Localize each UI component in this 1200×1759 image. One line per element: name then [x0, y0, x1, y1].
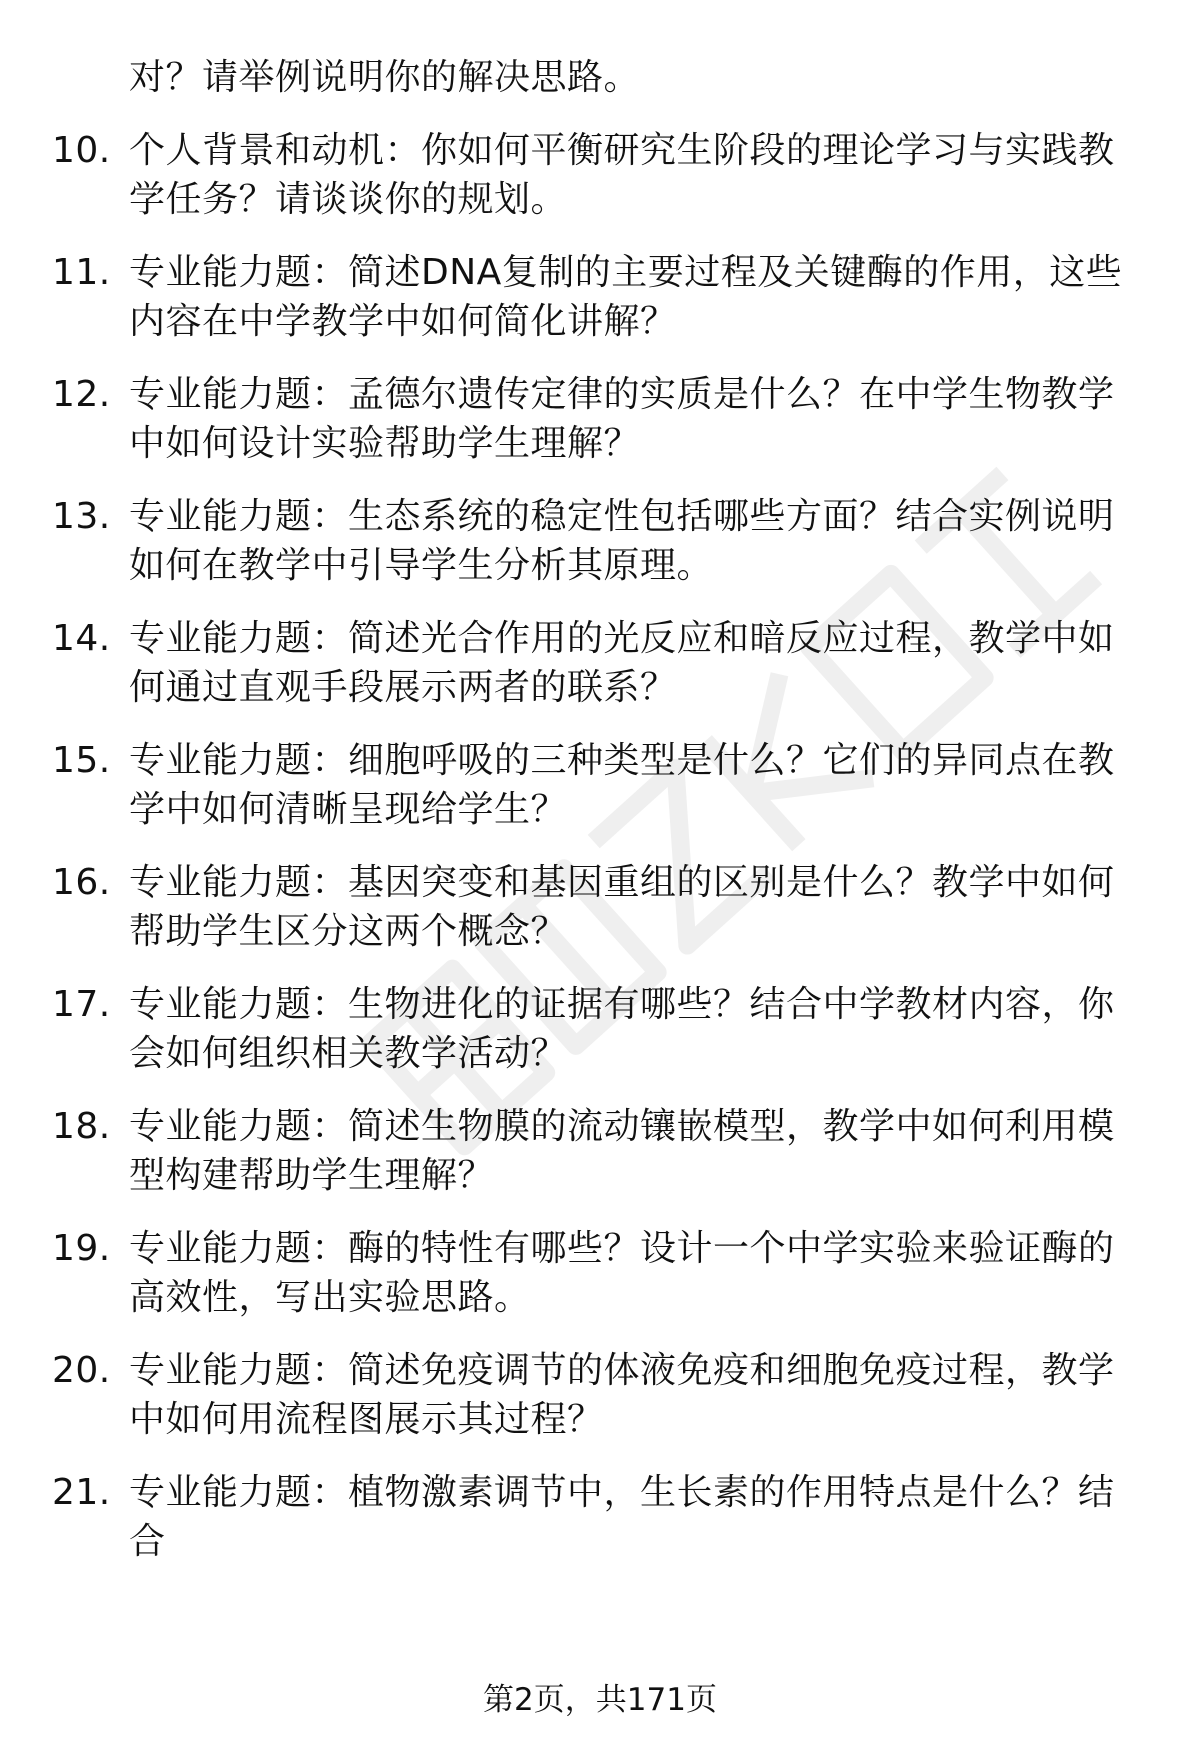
question-number: 21.	[52, 1472, 111, 1513]
question-text: 专业能力题：简述光合作用的光反应和暗反应过程，教学中如何通过直观手段展示两者的联系？	[129, 618, 1115, 708]
question-number: 11.	[52, 252, 111, 293]
question-text: 专业能力题：细胞呼吸的三种类型是什么？它们的异同点在教学中如何清晰呈现给学生？	[129, 740, 1115, 830]
question-text: 专业能力题：植物激素调节中，生长素的作用特点是什么？结合	[129, 1472, 1115, 1562]
question-number: 12.	[52, 374, 111, 415]
question-number: 20.	[52, 1350, 111, 1391]
question-number: 13.	[52, 496, 111, 537]
question-text: 专业能力题：简述免疫调节的体液免疫和细胞免疫过程，教学中如何用流程图展示其过程？	[129, 1350, 1115, 1440]
question-text: 专业能力题：简述生物膜的流动镶嵌模型，教学中如何利用模型构建帮助学生理解？	[129, 1106, 1115, 1196]
question-number: 10.	[52, 130, 111, 171]
question-text: 专业能力题：基因突变和基因重组的区别是什么？教学中如何帮助学生区分这两个概念？	[129, 862, 1115, 952]
question-number: 18.	[52, 1106, 111, 1147]
question-text: 专业能力题：酶的特性有哪些？设计一个中学实验来验证酶的高效性，写出实验思路。	[129, 1228, 1115, 1318]
question-number: 17.	[52, 984, 111, 1025]
question-number: 15.	[52, 740, 111, 781]
question-number: 19.	[52, 1228, 111, 1269]
question-text: 专业能力题：生态系统的稳定性包括哪些方面？结合实例说明如何在教学中引导学生分析其原理。	[129, 496, 1115, 586]
page-footer: 第2页，共171页	[483, 1682, 717, 1718]
continuation-text: 对？请举例说明你的解决思路。	[129, 57, 641, 98]
question-number: 14.	[52, 618, 111, 659]
question-text: 专业能力题：简述DNA复制的主要过程及关键酶的作用，这些内容在中学教学中如何简化讲解？	[129, 252, 1123, 342]
question-text: 专业能力题：孟德尔遗传定律的实质是什么？在中学生物教学中如何设计实验帮助学生理解？	[129, 374, 1115, 464]
question-number: 16.	[52, 862, 111, 903]
question-text: 专业能力题：生物进化的证据有哪些？结合中学教材内容，你会如何组织相关教学活动？	[129, 984, 1115, 1074]
question-text: 个人背景和动机：你如何平衡研究生阶段的理论学习与实践教学任务？请谈谈你的规划。	[129, 130, 1115, 220]
